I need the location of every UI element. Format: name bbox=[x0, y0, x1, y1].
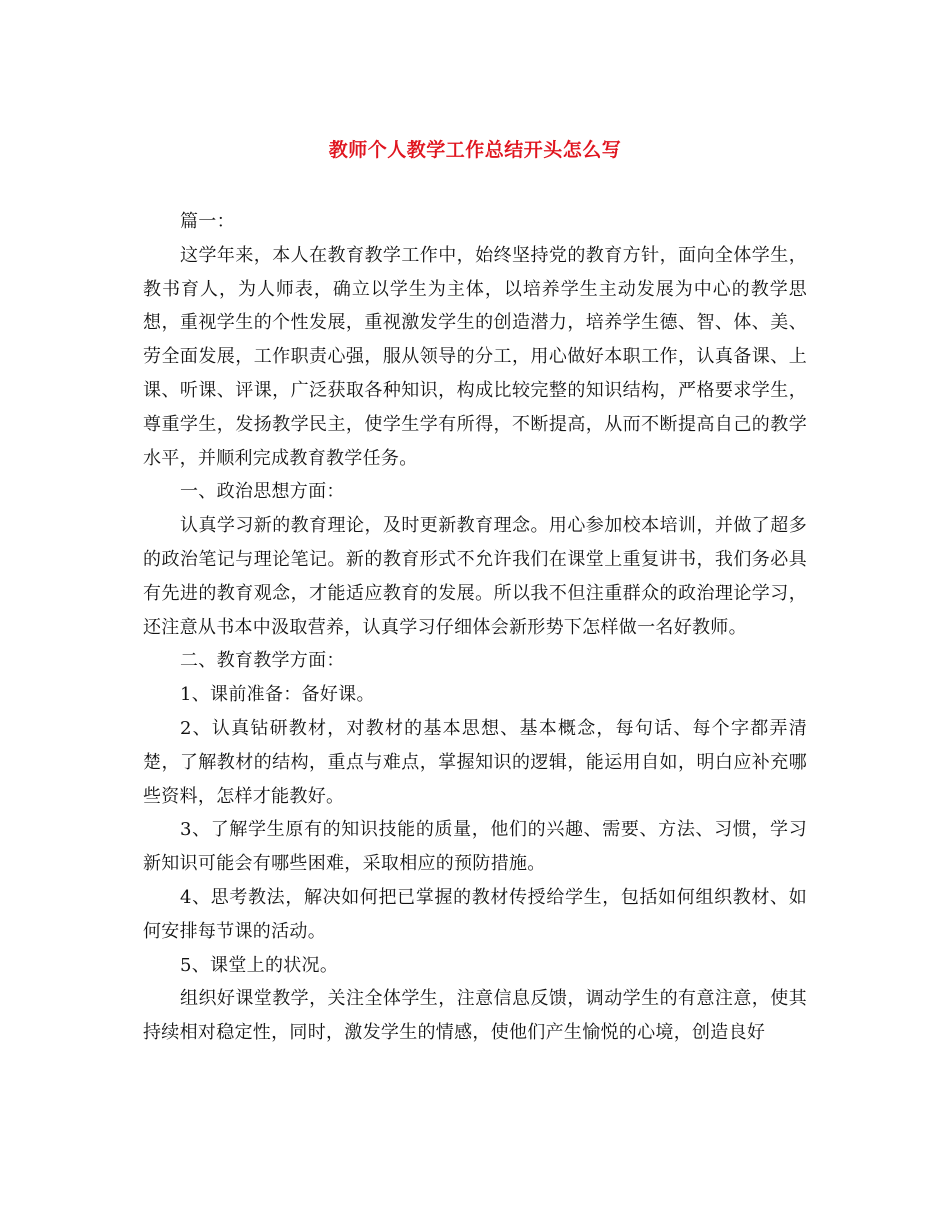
paragraph-political: 认真学习新的教育理论，及时更新教育理念。用心参加校本培训，并做了超多的政治笔记与理论笔记。新的教育形式不允许我们在课堂上重复讲书，我们务必具有先进的教育观念，才能适应教育的发展。所以我不但注重群众的政治理论学习，还注意从书本中汲取营养，认真学习仔细体会新形势下怎样做一名好教师。 bbox=[143, 515, 807, 638]
paragraph-item-3: 3、了解学生原有的知识技能的质量，他们的兴趣、需要、方法、习惯，学习新知识可能会有哪些困难，采取相应的预防措施。 bbox=[143, 819, 807, 875]
paragraph-classroom: 组织好课堂教学，关注全体学生，注意信息反馈，调动学生的有意注意，使其持续相对稳定性，同时，激发学生的情感，使他们产生愉悦的心境，创造良好 bbox=[143, 988, 807, 1044]
document-body bbox=[143, 205, 807, 1050]
paragraph-part-one-heading: 篇一： bbox=[180, 211, 235, 232]
paragraph-section-teaching-heading: 二、教育教学方面： bbox=[180, 650, 345, 672]
document-title: 教师个人教学工作总结开头怎么写 bbox=[328, 139, 622, 161]
paragraph-item-1: 1、课前准备：备好课。 bbox=[180, 684, 375, 706]
paragraph-item-2: 2、认真钻研教材，对教材的基本思想、基本概念，每句话、每个字都弄清楚，了解教材的结构，重点与难点，掌握知识的逻辑，能运用自如，明白应补充哪些资料，怎样才能教好。 bbox=[143, 717, 807, 807]
paragraph-intro: 这学年来，本人在教育教学工作中，始终坚持党的教育方针，面向全体学生，教书育人，为人师表，确立以学生为主体，以培养学生主动发展为中心的教学思想，重视学生的个性发展，重视激发学生的创造潜力，培养学生德、智、体、美、劳全面发展，工作职责心强，服从领导的分工，用心做好本职工作，认真备课、上课、听课、评课，广泛获取各种知识，构成比较完整的知识结构，严格要求学生，尊重学生，发扬教学民主，使学生学有所得，不断提高，从而不断提高自己的教学水平，并顺利完成教育教学任务。 bbox=[143, 244, 807, 469]
paragraph-item-5: 5、课堂上的状况。 bbox=[180, 954, 339, 976]
paragraph-item-4: 4、思考教法，解决如何把已掌握的教材传授给学生，包括如何组织教材、如何安排每节课的活动。 bbox=[143, 886, 807, 942]
paragraph-section-political-heading: 一、政治思想方面： bbox=[180, 481, 345, 503]
